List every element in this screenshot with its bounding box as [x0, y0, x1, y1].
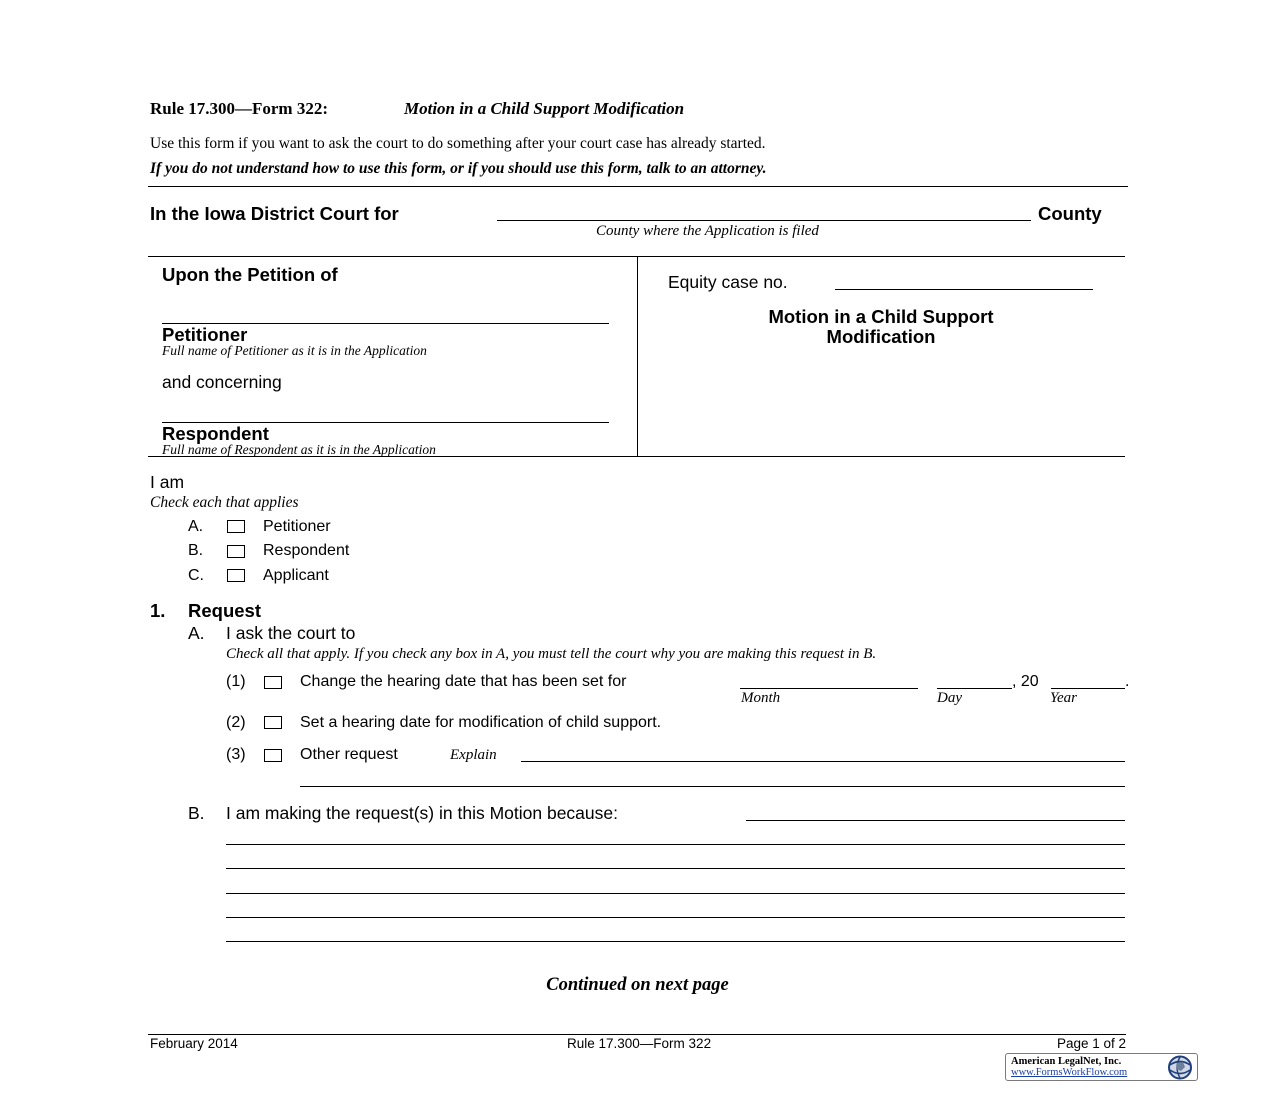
section-title: Request: [188, 600, 261, 621]
brand-badge[interactable]: [1005, 1053, 1198, 1081]
set-hearing-checkbox[interactable]: [264, 716, 282, 729]
change-hearing-checkbox[interactable]: [264, 676, 282, 689]
item-1-label: Change the hearing date that has been set for: [300, 673, 627, 690]
month-hint: Month: [741, 690, 781, 706]
reason-line-2[interactable]: [226, 844, 1125, 845]
doc-title-line2: Modification: [826, 326, 936, 347]
court-suffix: County: [1038, 203, 1102, 224]
part-a-letter: A.: [188, 623, 205, 643]
item-2-num: (2): [226, 714, 246, 731]
part-a-hint: Check all that apply. If you check any box in A, you must tell the court why you are making this request in B.: [226, 646, 877, 662]
petitioner-checkbox[interactable]: [227, 520, 245, 533]
globe-logo-icon: [1164, 1055, 1196, 1080]
hearing-month-field[interactable]: [740, 688, 918, 689]
option-letter-c: C.: [188, 567, 204, 584]
caption-divider: [637, 256, 638, 457]
part-b-letter: B.: [188, 803, 205, 823]
respondent-label: Respondent: [162, 423, 269, 444]
reason-line-3[interactable]: [226, 868, 1125, 869]
form-title: Motion in a Child Support Modification: [404, 99, 685, 118]
footer-page: Page 1 of 2: [1056, 1036, 1126, 1051]
petition-of-label: Upon the Petition of: [162, 264, 338, 285]
petitioner-hint: Full name of Petitioner as it is in the Application: [162, 343, 427, 358]
option-letter-b: B.: [188, 542, 204, 559]
reason-line-1[interactable]: [746, 820, 1125, 821]
option-label-applicant: Applicant: [263, 567, 329, 584]
date-end: .: [1125, 673, 1130, 690]
case-no-field[interactable]: [835, 289, 1093, 290]
attorney-warning: If you do not understand how to use this form, or if you should use this form, talk to an attorney.: [150, 160, 767, 177]
explain-line-2[interactable]: [300, 786, 1125, 787]
option-label-petitioner: Petitioner: [263, 518, 331, 535]
and-concerning: and concerning: [162, 372, 282, 392]
doc-title-line1: Motion in a Child Support: [768, 306, 994, 327]
section-number: 1.: [150, 600, 166, 621]
hearing-day-field[interactable]: [937, 688, 1012, 689]
brand-name: American LegalNet, Inc.: [1011, 1056, 1122, 1067]
court-prefix: In the Iowa District Court for: [150, 203, 399, 224]
applicant-checkbox[interactable]: [227, 569, 245, 582]
brand-url[interactable]: www.FormsWorkFlow.com: [1011, 1067, 1128, 1078]
item-1-num: (1): [226, 673, 246, 690]
footer-date: February 2014: [150, 1036, 238, 1051]
county-hint: County where the Application is filed: [596, 223, 819, 239]
reason-line-4[interactable]: [226, 893, 1125, 894]
form-instruction: Use this form if you want to ask the court to do something after your court case has already started.: [150, 135, 766, 152]
option-letter-a: A.: [188, 518, 204, 535]
i-am-hint: Check each that applies: [150, 494, 299, 511]
reason-line-5[interactable]: [226, 917, 1125, 918]
part-b-label: I am making the request(s) in this Motion because:: [226, 803, 618, 823]
form-rule-label: Rule 17.300—Form 322:: [150, 99, 329, 118]
item-2-label: Set a hearing date for modification of child support.: [300, 714, 662, 731]
hearing-year-field[interactable]: [1051, 688, 1125, 689]
other-request-checkbox[interactable]: [264, 749, 282, 762]
county-field[interactable]: [497, 220, 1031, 221]
footer-form-ref: Rule 17.300—Form 322: [567, 1036, 712, 1051]
continued-note: Continued on next page: [546, 975, 729, 995]
case-no-label: Equity case no.: [668, 272, 788, 292]
explain-line-1[interactable]: [521, 761, 1125, 762]
respondent-checkbox[interactable]: [227, 545, 245, 558]
item-3-label: Other request: [300, 746, 398, 763]
reason-line-6[interactable]: [226, 941, 1125, 942]
footer-divider: [148, 1034, 1126, 1035]
i-am-label: I am: [150, 472, 185, 492]
year-hint: Year: [1050, 690, 1077, 706]
header-divider: [148, 186, 1128, 187]
explain-hint: Explain: [450, 747, 497, 763]
respondent-hint: Full name of Respondent as it is in the Application: [162, 442, 436, 457]
option-label-respondent: Respondent: [263, 542, 350, 559]
item-3-num: (3): [226, 746, 246, 763]
petitioner-label: Petitioner: [162, 324, 248, 345]
part-a-label: I ask the court to: [226, 623, 356, 643]
date-separator: , 20: [1012, 673, 1039, 690]
day-hint: Day: [937, 690, 962, 706]
